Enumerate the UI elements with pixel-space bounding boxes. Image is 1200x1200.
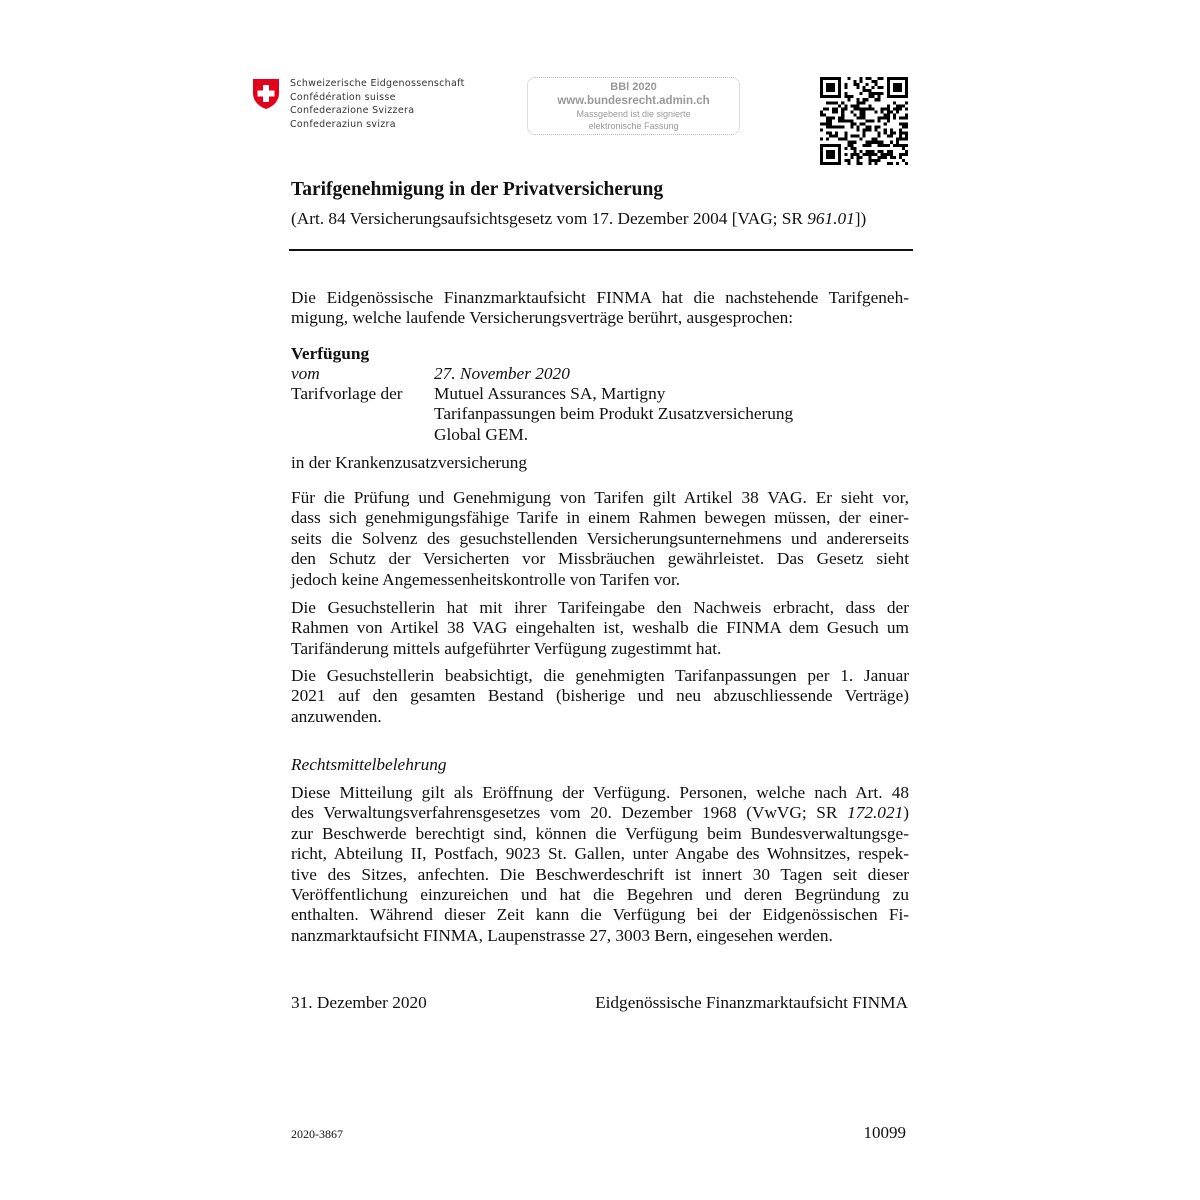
text-span: ) xyxy=(903,803,909,823)
sr-number-link[interactable]: 961.01 xyxy=(807,209,855,228)
authority-name xyxy=(290,77,465,131)
document-title: Tarifgenehmigung in der Privatversicherung xyxy=(291,179,664,200)
text-line: Diese Mitteilung gilt als Eröffnung der Verfügung. Personen, welche nach Art. 48 xyxy=(291,783,909,802)
authority-line: Schweizerische Eidgenossenschaft xyxy=(290,78,465,89)
tariff-line: Mutuel Assurances SA, Martigny xyxy=(434,384,666,403)
text-line: Rahmen von Artikel 38 VAG eingehalten ist, weshalb die FINMA dem Gesuch um xyxy=(291,618,909,638)
text-line: enthalten. Während dieser Zeit kann die Verfügung bei der Eidgenössischen Fi- xyxy=(291,905,909,925)
text-line: seits die Solvenz des gesuchstellenden Versicherungsunternehmens und andererseits xyxy=(291,528,909,548)
decision-date-label: vom xyxy=(291,364,320,383)
text-line: migung, welche laufende Versicherungsverträge berührt, ausgesprochen: xyxy=(291,308,794,328)
authority-line: Confederazione Svizzera xyxy=(290,105,415,116)
decision-scope: in der Krankenzusatzversicherung xyxy=(291,453,528,472)
stamp-note: elektronische Fassung xyxy=(588,121,679,131)
tariff-details xyxy=(434,384,793,445)
document-subtitle xyxy=(291,209,866,229)
tariff-line: Tarifanpassungen beim Produkt Zusatzversicherung xyxy=(434,404,794,424)
text-line: Die Gesuchstellerin beabsichtigt, die genehmigten Tarifanpassungen per 1. Januar xyxy=(291,666,909,685)
text-line: Tarifänderung mittels aufgeführter Verfügung zugestimmt hat. xyxy=(291,638,722,658)
body-paragraph xyxy=(291,488,909,590)
text-line xyxy=(291,803,909,823)
text-span: des Verwaltungsverfahrensgesetzes vom 20. Dezember 1968 (VwVG; SR xyxy=(291,803,848,823)
text-line: jedoch keine Angemessenheitskontrolle von Tarifen vor. xyxy=(291,569,681,589)
text-line: dass sich genehmigungsfähige Tarife in einem Rahmen bewegen müssen, der einer- xyxy=(291,508,909,528)
decision-heading: Verfügung xyxy=(291,344,370,363)
tariff-line: Global GEM. xyxy=(434,424,529,444)
text-line: zur Beschwerde berechtigt sind, können die Verfügung beim Bundesverwaltungsge- xyxy=(291,823,909,843)
text-line: Für die Prüfung und Genehmigung von Tarifen gilt Artikel 38 VAG. Er sieht vor, xyxy=(291,488,909,507)
authority-line: Confédération suisse xyxy=(290,91,396,103)
text-line: richt, Abteilung II, Postfach, 9023 St. Gallen, unter Angabe des Wohnsitzes, respek- xyxy=(291,844,909,864)
tariff-label: Tarifvorlage der xyxy=(291,384,403,403)
authority-line: Confederaziun svizra xyxy=(290,118,396,130)
appeal-paragraph xyxy=(291,783,909,946)
text-line: nanzmarktaufsicht FINMA, Laupenstrasse 27, 3003 Bern, eingesehen werden. xyxy=(291,925,833,945)
text-line: Die Gesuchstellerin hat mit ihrer Tarifeingabe den Nachweis erbracht, dass der xyxy=(291,598,909,617)
subtitle-text: (Art. 84 Versicherungsaufsichtsgesetz vom 17. Dezember 2004 [VAG; SR xyxy=(291,209,808,228)
decision-date: 27. November 2020 xyxy=(434,364,570,383)
text-line: anzuwenden. xyxy=(291,706,382,726)
appeal-heading: Rechtsmittelbelehrung xyxy=(291,755,447,774)
intro-paragraph xyxy=(291,288,909,329)
qr-code-icon xyxy=(820,77,908,170)
title-divider xyxy=(289,249,913,251)
text-line: den Schutz der Versicherten vor Missbräuchen gewährleistet. Das Gesetz sieht xyxy=(291,549,909,569)
text-line: Veröffentlichung einzureichen und hat die Begehren und deren Begründung zu xyxy=(291,885,909,905)
official-stamp xyxy=(527,77,740,135)
body-paragraph xyxy=(291,666,909,727)
text-line: tive des Sitzes, anfechten. Die Beschwerdeschrift ist innert 30 Tagen seit dieser xyxy=(291,864,909,884)
stamp-title: BBl 2020 xyxy=(610,81,657,93)
sr-number-link[interactable]: 172.021 xyxy=(847,803,904,823)
text-line: Die Eidgenössische Finanzmarktaufsicht FINMA hat die nachstehende Tarifgeneh- xyxy=(291,288,909,307)
document-number: 2020-3867 xyxy=(291,1127,343,1141)
signature-issuer: Eidgenössische Finanzmarktaufsicht FINMA xyxy=(595,993,908,1012)
page-number: 10099 xyxy=(863,1123,906,1142)
subtitle-text: ]) xyxy=(854,209,867,228)
text-line: 2021 auf den gesamten Bestand (bisherige und neu abzuschliessende Verträge) xyxy=(291,686,909,706)
stamp-url[interactable]: www.bundesrecht.admin.ch xyxy=(557,95,710,107)
stamp-note: Massgebend ist die signierte xyxy=(576,109,691,119)
body-paragraph xyxy=(291,598,909,659)
swiss-coat-of-arms-icon xyxy=(252,78,280,115)
signature-date: 31. Dezember 2020 xyxy=(291,993,427,1012)
